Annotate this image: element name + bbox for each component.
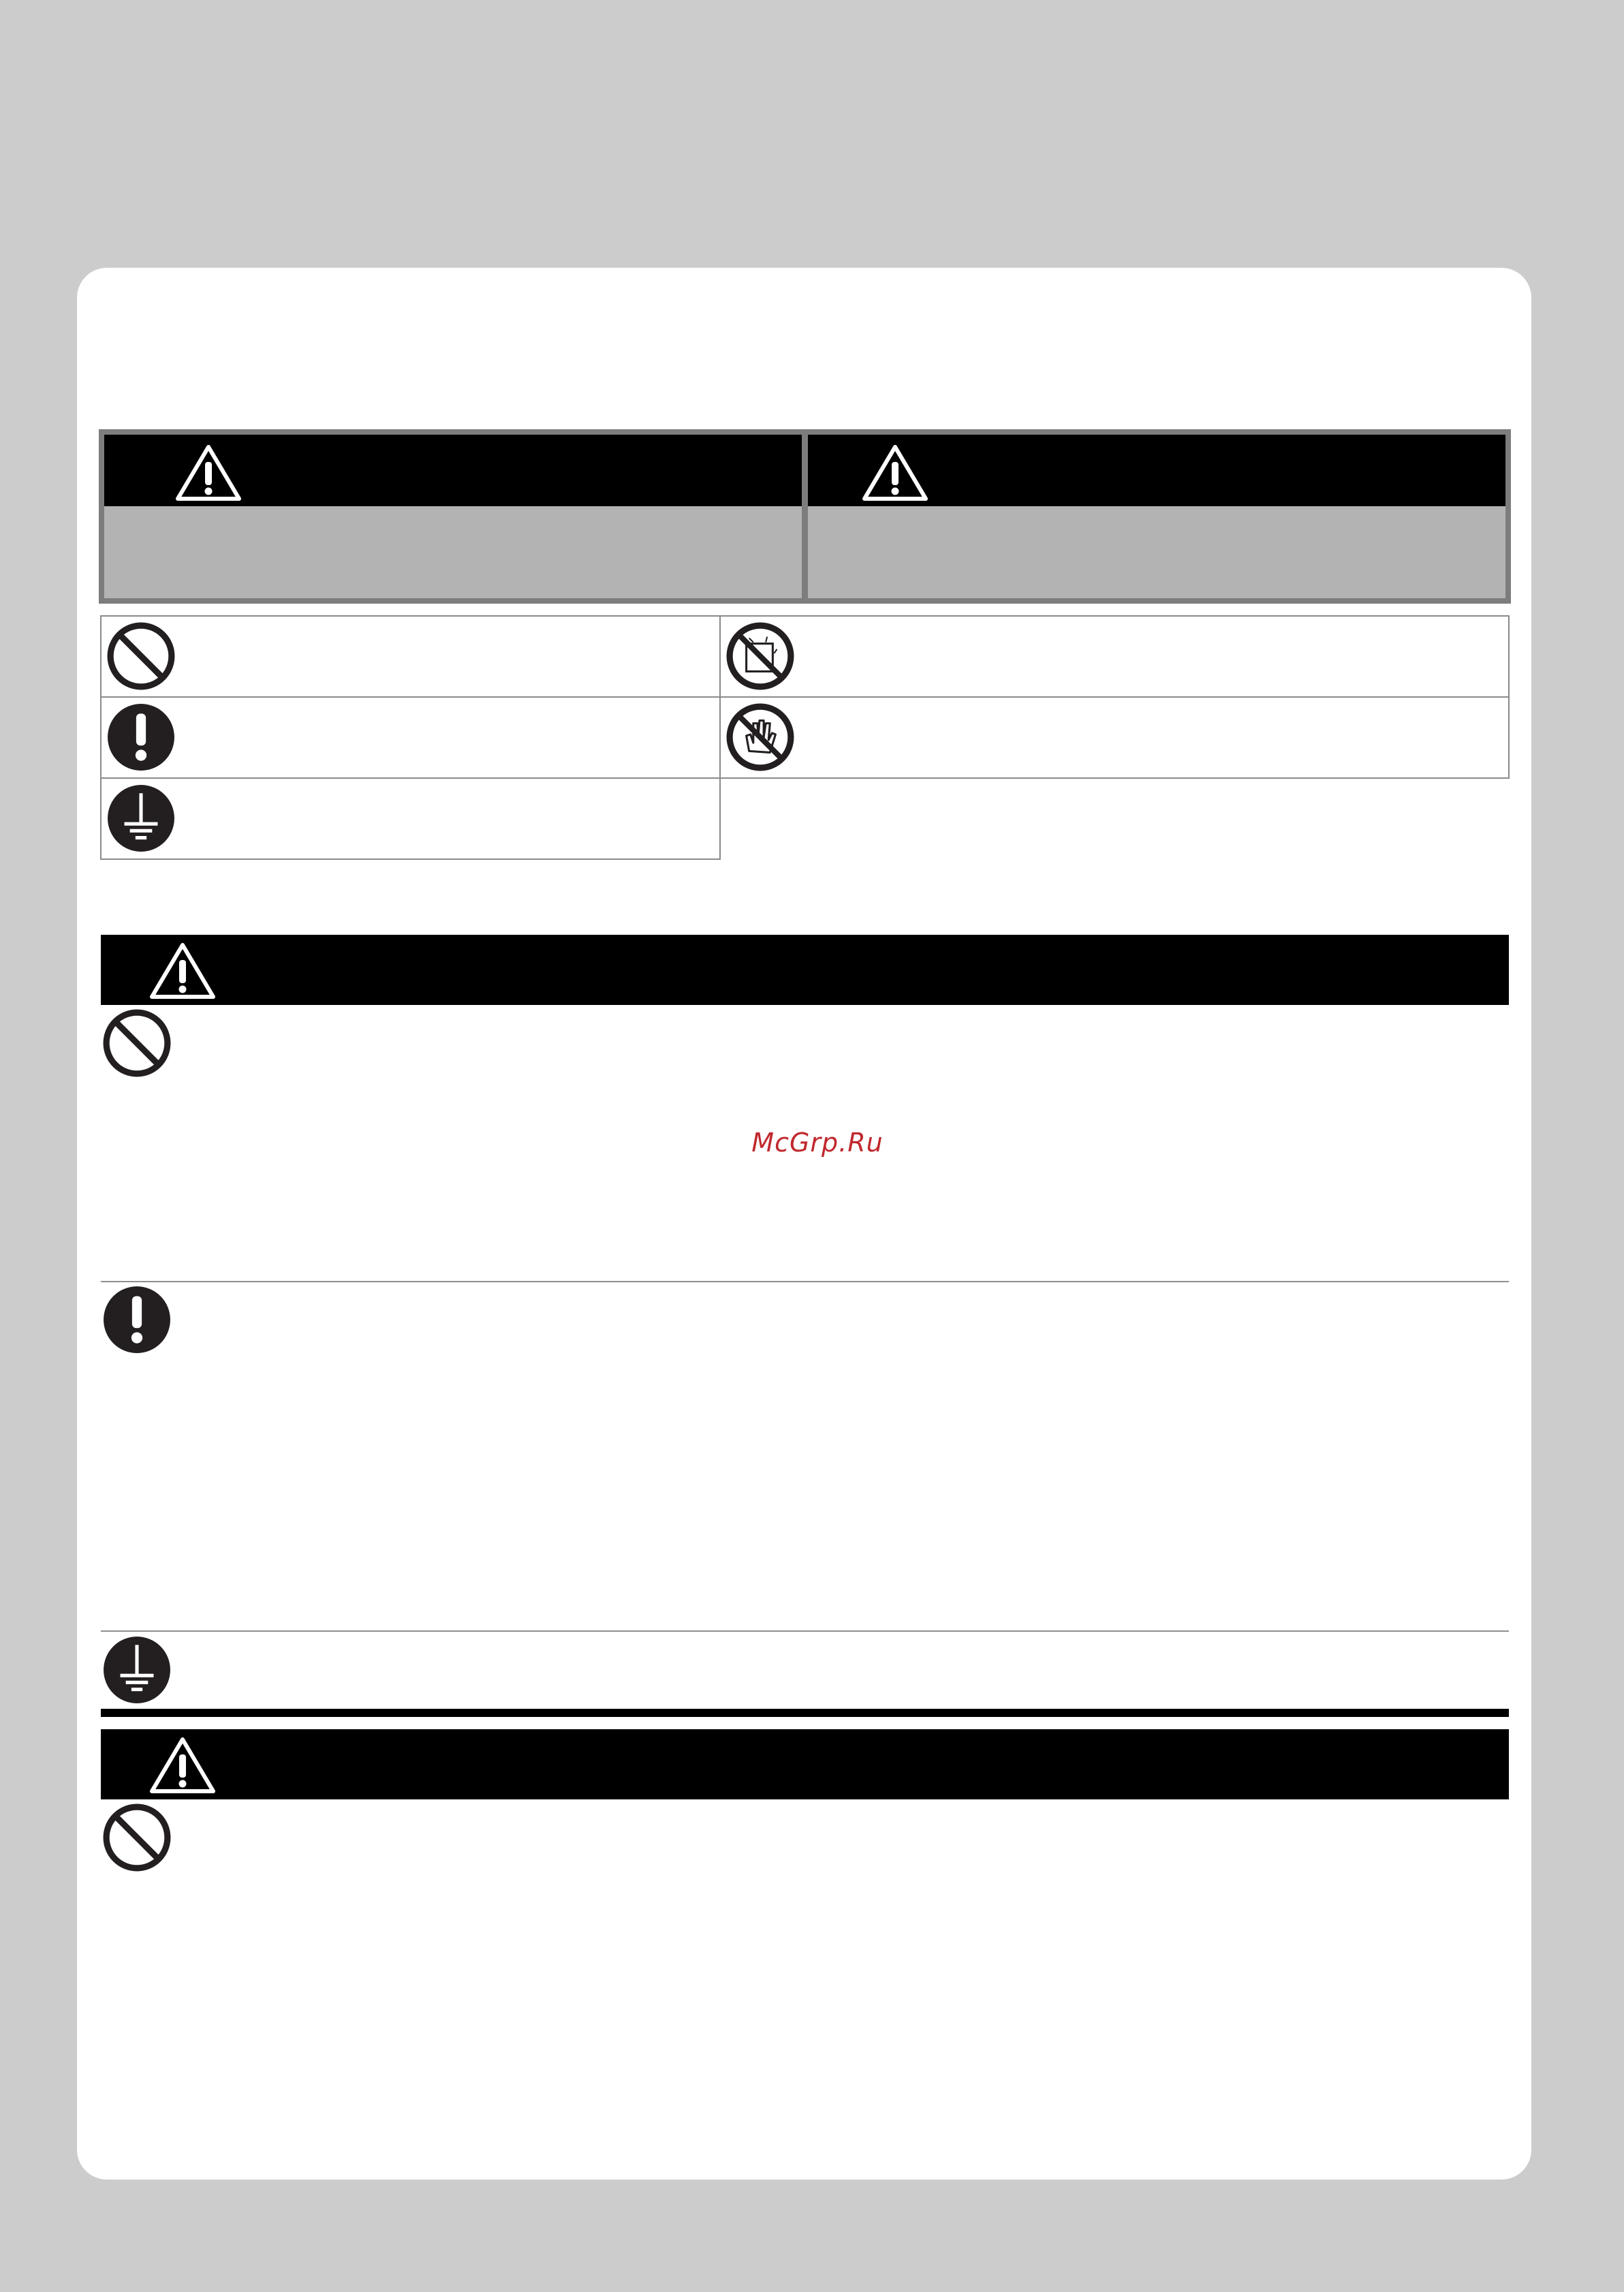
section-separator xyxy=(101,1709,1509,1717)
prohibited-icon xyxy=(102,1008,172,1078)
no-disassemble-icon xyxy=(725,621,795,691)
exclamation-icon xyxy=(106,702,176,772)
exclamation-icon xyxy=(102,1285,172,1354)
symbol-row-prohibited xyxy=(100,615,721,698)
ground-icon xyxy=(106,784,176,853)
legend-header-left xyxy=(104,435,802,506)
warning-triangle-icon xyxy=(149,941,217,1001)
prohibited-icon xyxy=(102,1803,172,1872)
divider xyxy=(101,1630,1509,1632)
legend-header-right xyxy=(808,435,1505,506)
no-wet-hands-icon xyxy=(725,702,795,772)
legend-body-left xyxy=(104,506,802,598)
watermark-text: McGrp.Ru xyxy=(751,1128,884,1158)
section-header-caution xyxy=(101,1729,1509,1799)
legend-body-right xyxy=(808,506,1505,598)
divider xyxy=(101,1281,1509,1282)
ground-icon xyxy=(102,1635,172,1705)
signal-word-legend xyxy=(99,429,1511,604)
section-header-warning xyxy=(101,935,1509,1005)
warning-triangle-icon xyxy=(861,443,929,503)
warning-triangle-icon xyxy=(149,1735,217,1795)
symbol-row-mandatory xyxy=(100,696,721,779)
prohibited-icon xyxy=(106,621,176,691)
symbol-row-no-disassemble xyxy=(719,615,1510,698)
symbol-row-ground xyxy=(100,777,721,860)
symbol-row-no-wet-hands xyxy=(719,696,1510,779)
warning-triangle-icon xyxy=(174,443,243,503)
